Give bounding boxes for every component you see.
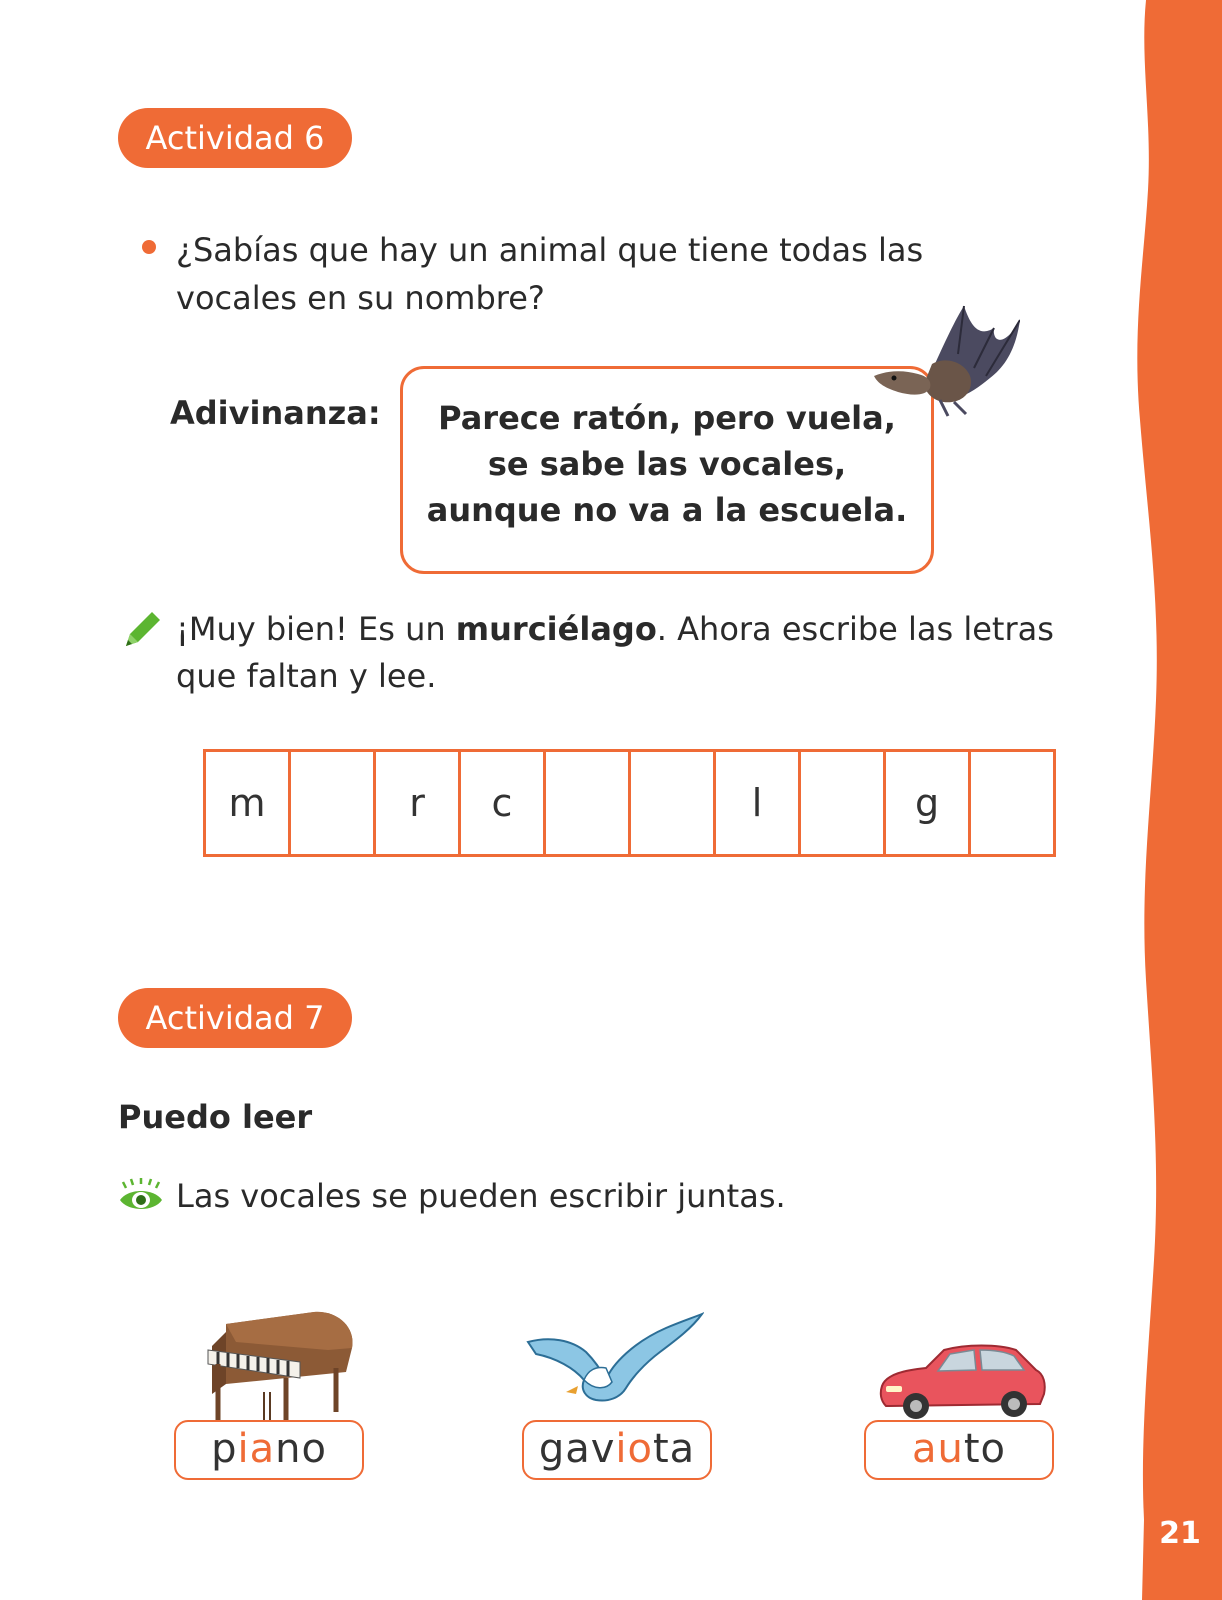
riddle-line: aunque no va a la escuela. [426, 491, 908, 529]
activity-7-badge: Actividad 7 [118, 988, 352, 1048]
bat-illustration [874, 304, 1020, 422]
word-part: no [275, 1426, 327, 1472]
answer-word: murciélago [455, 610, 657, 648]
eye-icon [118, 1178, 164, 1212]
letter-cell: r [376, 752, 461, 854]
word-part: gav [538, 1426, 616, 1472]
instruction-pre: ¡Muy bien! Es un [176, 610, 456, 648]
instruction-text [176, 606, 1116, 700]
blank-cell[interactable] [291, 752, 376, 854]
word-auto [864, 1420, 1054, 1480]
blank-cell[interactable] [546, 752, 631, 854]
instruction-post: . Ahora escribe las letras que faltan y lee. [176, 610, 1054, 695]
car-illustration [876, 1340, 1048, 1422]
question-text: ¿Sabías que hay un animal que tiene todas las vocales en su nombre? [176, 231, 924, 317]
riddle-label: Adivinanza: [170, 394, 381, 432]
letter-cell: l [716, 752, 801, 854]
letter-cell: c [461, 752, 546, 854]
word-piano [174, 1420, 364, 1480]
word-part: to [963, 1426, 1007, 1472]
piano-illustration [196, 1302, 360, 1432]
pencil-icon [118, 608, 164, 654]
vowel-group: ia [237, 1426, 276, 1472]
blank-cell[interactable] [801, 752, 886, 854]
note-text: Las vocales se pueden escribir juntas. [176, 1177, 786, 1215]
activity-6-badge: Actividad 6 [118, 108, 352, 168]
word-part: ta [652, 1426, 696, 1472]
letter-cell: m [206, 752, 291, 854]
riddle-line: se sabe las vocales, [487, 445, 847, 483]
blank-cell[interactable] [971, 752, 1056, 854]
word-gaviota [522, 1420, 712, 1480]
seagull-illustration [526, 1310, 704, 1408]
vowel-group: io [615, 1426, 653, 1472]
subtitle: Puedo leer [118, 1098, 313, 1136]
blank-cell[interactable] [631, 752, 716, 854]
letter-cell: g [886, 752, 971, 854]
vowel-group: au [911, 1426, 964, 1472]
letter-grid [203, 749, 1056, 857]
word-part: p [211, 1426, 238, 1472]
bullet-dot [142, 240, 156, 254]
page-number: 21 [1159, 1516, 1201, 1551]
riddle-box [400, 366, 934, 574]
riddle-line: Parece ratón, pero vuela, [438, 399, 896, 437]
